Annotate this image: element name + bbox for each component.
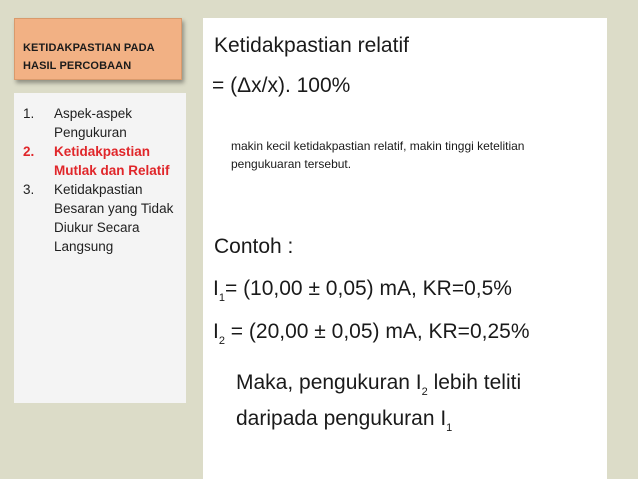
sidebar-item-label: Aspek-aspek Pengukuran [54,106,133,140]
sidebar-item-number: 1. [23,106,35,121]
relative-uncertainty-formula: = (Δx/x). 100% [212,74,351,97]
section-title: KETIDAKPASTIAN PADA HASIL PERCOBAAN [23,42,155,72]
example-2-value: = (20,00 ± 0,05) mA, KR=0,25% [224,320,530,343]
current-symbol: I [213,277,219,300]
example-title: Contoh : [214,235,294,258]
sidebar-list [14,93,186,256]
sidebar-item-aspek-pengukuran[interactable] [14,104,186,142]
current-symbol: I [213,320,219,343]
conclusion-text: daripada pengukuran I [236,407,447,430]
note-text: makin kecil ketidakpastian relatif, makin tinggi ketelitian pengukuaran tersebut. [231,139,525,171]
example-line-1 [213,277,512,304]
sidebar-item-label: Ketidakpastian Mutlak dan Relatif [54,144,170,178]
sidebar [14,93,186,403]
sidebar-item-besaran-tidak-diukur[interactable] [14,180,186,256]
current-subscript: 2 [218,335,225,347]
sidebar-item-ketidakpastian-mutlak-relatif[interactable] [14,142,186,180]
conclusion-subscript: 2 [421,386,428,398]
content-heading: Ketidakpastian relatif [214,34,409,57]
conclusion-line-2 [236,407,452,434]
conclusion-subscript: 1 [446,422,453,434]
content-panel [203,18,607,479]
sidebar-item-number: 3. [23,182,35,197]
sidebar-item-label: Ketidakpastian Besaran yang Tidak Diukur Secara Langsung [54,182,174,254]
example-1-value: = (10,00 ± 0,05) mA, KR=0,5% [224,277,512,300]
section-title-box [14,18,182,80]
conclusion-text: Maka, pengukuran I [236,371,422,394]
conclusion-text: lebih teliti [427,371,522,394]
current-subscript: 1 [218,292,225,304]
example-line-2 [213,320,530,347]
sidebar-item-number: 2. [23,144,35,159]
conclusion-line-1 [236,371,521,398]
